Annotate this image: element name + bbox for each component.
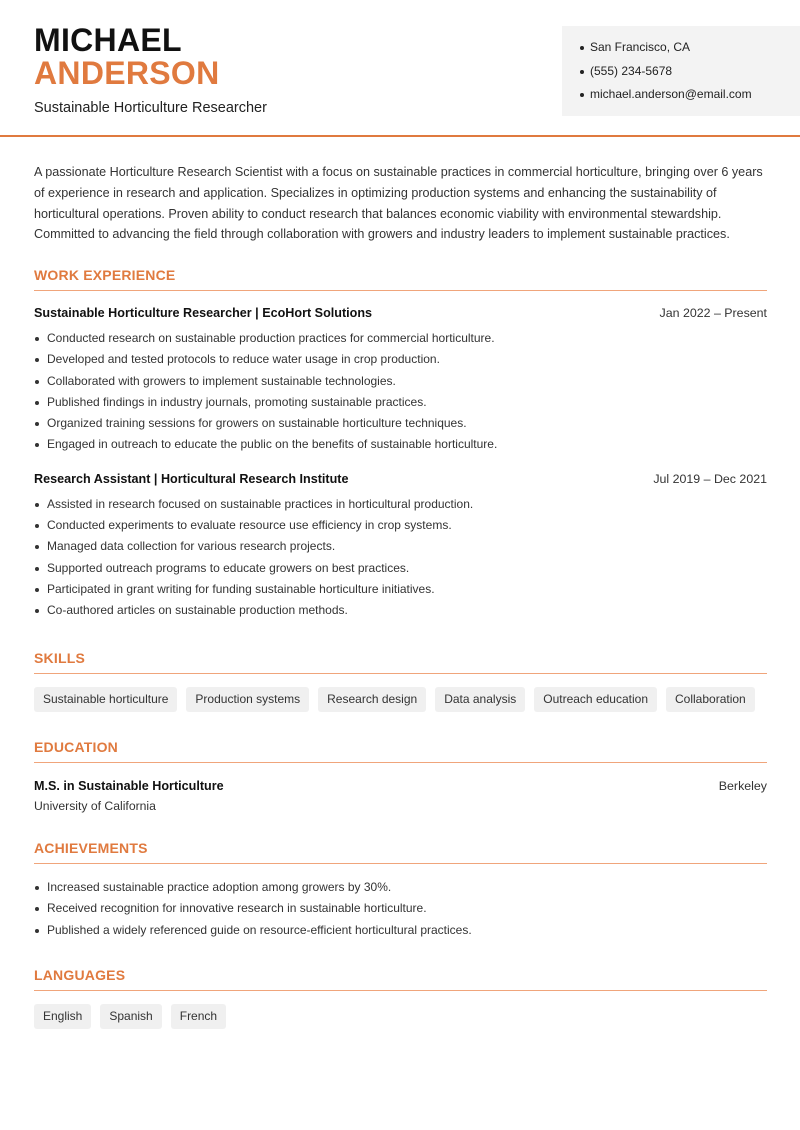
section-title-work: WORK EXPERIENCE [34,265,767,291]
job-bullet: Collaborated with growers to implement sustainable technologies. [34,371,767,392]
resume-header [0,0,800,137]
job-role: Sustainable Horticulture Researcher | EcoHort Solutions [34,306,373,320]
last-name: ANDERSON [34,55,220,91]
skills-list [34,687,767,712]
job-date: Jul 2019 – Dec 2021 [653,471,767,486]
achievement-bullet: Received recognition for innovative research in sustainable horticulture. [34,898,767,919]
job-bullet: Co-authored articles on sustainable production methods. [34,600,767,621]
work-experience-section [34,265,767,622]
job-bullet: Participated in grant writing for funding sustainable horticulture initiatives. [34,579,767,600]
job-bullet: Managed data collection for various research projects. [34,536,767,557]
job-bullet: Developed and tested protocols to reduce water usage in crop production. [34,349,767,370]
education-school: University of California [34,799,156,813]
job-title: Sustainable Horticulture Researcher [34,100,267,116]
job-date: Jan 2022 – Present [659,306,767,320]
language-chip: French [171,1004,226,1029]
section-title-education: EDUCATION [34,737,767,763]
section-title-skills: SKILLS [34,648,767,674]
skill-chip: Data analysis [435,687,525,712]
achievement-bullet: Published a widely referenced guide on resource-efficient horticultural practices. [34,920,767,941]
contact-box [562,26,800,116]
skill-chip: Research design [318,687,426,712]
skill-chip: Collaboration [666,687,755,712]
first-name: MICHAEL [34,22,182,58]
education-location: Berkeley [718,779,767,793]
job-bullet: Conducted research on sustainable production practices for commercial horticulture. [34,328,767,349]
job-bullet: Organized training sessions for growers on sustainable horticulture techniques. [34,413,767,434]
contact-email: michael.anderson@email.com [580,83,800,107]
skill-chip: Outreach education [534,687,657,712]
job-bullet: Supported outreach programs to educate growers on best practices. [34,558,767,579]
job-bullet: Published findings in industry journals, promoting sustainable practices. [34,392,767,413]
skill-chip: Production systems [186,687,309,712]
section-title-languages: LANGUAGES [34,965,767,991]
achievements-section [34,838,767,941]
skill-chip: Sustainable horticulture [34,687,177,712]
job-bullet: Conducted experiments to evaluate resource use efficiency in crop systems. [34,515,767,536]
achievement-bullet: Increased sustainable practice adoption among growers by 30%. [34,877,767,898]
language-chip: Spanish [100,1004,161,1029]
job-role: Research Assistant | Horticultural Research Institute [34,471,349,486]
contact-phone: (555) 234-5678 [580,60,800,84]
job-entry [34,469,767,622]
contact-location: San Francisco, CA [580,36,800,60]
languages-section [34,965,767,1029]
language-chip: English [34,1004,91,1029]
summary-paragraph: A passionate Horticulture Research Scientist with a focus on sustainable practices in commercial horticulture, bringing over 6 years of experience in research and application. Specializes in optimizing production systems and enhancing the sustainability of horticultural operations. Proven ability to conduct research that balances economic viability with environmental stewardship. Committed to advancing the field through collaboration with growers and industry leaders to implement sustainable practices. [34,165,763,242]
languages-list [34,1004,767,1029]
section-title-achievements: ACHIEVEMENTS [34,838,767,864]
job-entry [34,303,767,456]
job-bullet: Engaged in outreach to educate the public on the benefits of sustainable horticulture. [34,434,767,455]
education-section [34,737,767,816]
candidate-name [34,24,220,89]
job-bullet: Assisted in research focused on sustainable practices in horticultural production. [34,494,767,515]
education-degree: M.S. in Sustainable Horticulture [34,779,224,793]
education-entry [34,776,767,796]
skills-section [34,648,767,712]
